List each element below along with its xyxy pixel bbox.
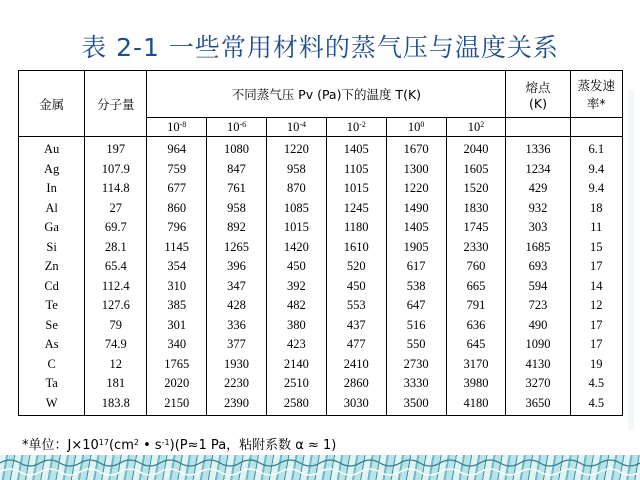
header-melting-point-blank [506,118,570,137]
cell-temperature: 396 [207,257,267,277]
cell-molecular-weight: 181 [85,374,147,394]
cell-metal: Te [19,296,85,316]
pressure-exponent: -2 [359,119,366,129]
cell-evaporation-rate: 17 [570,335,622,355]
cell-temperature: 1405 [326,137,386,160]
cell-evaporation-rate: 6.1 [570,137,622,160]
cell-temperature: 1300 [386,160,446,180]
footnote-part2: (cm [108,438,134,453]
cell-metal: W [19,394,85,416]
header-metal: 金属 [19,71,85,137]
cell-temperature: 450 [326,277,386,297]
table-row [19,257,623,277]
cell-temperature: 2410 [326,355,386,375]
cell-temperature: 1105 [326,160,386,180]
cell-melting-point: 3650 [506,394,570,416]
footnote-exp3: -1 [161,438,170,447]
cell-evaporation-rate: 17 [570,316,622,336]
cell-temperature: 1420 [266,238,326,258]
cell-temperature: 3980 [446,374,506,394]
cell-temperature: 377 [207,335,267,355]
cell-molecular-weight: 12 [85,355,147,375]
table-row [19,238,623,258]
cell-metal: In [19,179,85,199]
pressure-exponent: 0 [420,119,425,129]
header-temperature-group: 不同蒸气压 Pv (Pa)下的温度 T(K) [147,71,506,118]
header-evaporation-rate-blank [570,118,622,137]
pressure-base: 10 [467,119,481,134]
cell-temperature: 1405 [386,218,446,238]
cell-evaporation-rate: 17 [570,257,622,277]
cell-melting-point: 490 [506,316,570,336]
cell-temperature: 760 [446,257,506,277]
header-molecular-weight: 分子量 [85,71,147,137]
cell-evaporation-rate: 9.4 [570,160,622,180]
cell-temperature: 1765 [147,355,207,375]
slide-edge-strip [628,90,634,430]
table-row [19,179,623,199]
cell-temperature: 550 [386,335,446,355]
cell-temperature: 1905 [386,238,446,258]
cell-metal: Zn [19,257,85,277]
table-row [19,218,623,238]
page-title: 表 2-1 一些常用材料的蒸气压与温度关系 [81,33,559,62]
cell-temperature: 2510 [266,374,326,394]
cell-temperature: 2580 [266,394,326,416]
header-pressure-5 [446,118,506,137]
pressure-exponent: -4 [299,119,306,129]
cell-temperature: 1015 [326,179,386,199]
cell-evaporation-rate: 15 [570,238,622,258]
cell-evaporation-rate: 11 [570,218,622,238]
table-row [19,137,623,160]
cell-melting-point: 932 [506,199,570,219]
cell-molecular-weight: 65.4 [85,257,147,277]
cell-temperature: 860 [147,199,207,219]
cell-melting-point: 723 [506,296,570,316]
cell-temperature: 2230 [207,374,267,394]
header-evaporation-rate [570,71,622,118]
cell-temperature: 520 [326,257,386,277]
cell-temperature: 791 [446,296,506,316]
cell-melting-point: 429 [506,179,570,199]
cell-evaporation-rate: 4.5 [570,394,622,416]
cell-molecular-weight: 183.8 [85,394,147,416]
vapor-pressure-table [18,70,623,416]
cell-molecular-weight: 27 [85,199,147,219]
wave-pattern-icon [0,455,640,480]
cell-melting-point: 594 [506,277,570,297]
cell-temperature: 477 [326,335,386,355]
cell-temperature: 1245 [326,199,386,219]
pressure-exponent: 2 [480,119,485,129]
cell-melting-point: 3270 [506,374,570,394]
header-melting-point-line2: (K) [529,95,547,111]
cell-temperature: 2730 [386,355,446,375]
table-row [19,355,623,375]
cell-temperature: 1085 [266,199,326,219]
cell-evaporation-rate: 19 [570,355,622,375]
cell-temperature: 2020 [147,374,207,394]
cell-metal: Ta [19,374,85,394]
cell-temperature: 1180 [326,218,386,238]
cell-temperature: 892 [207,218,267,238]
cell-temperature: 958 [266,160,326,180]
cell-metal: Se [19,316,85,336]
cell-molecular-weight: 127.6 [85,296,147,316]
table-row [19,277,623,297]
cell-temperature: 354 [147,257,207,277]
cell-temperature: 847 [207,160,267,180]
cell-melting-point: 1336 [506,137,570,160]
cell-temperature: 1490 [386,199,446,219]
cell-temperature: 385 [147,296,207,316]
cell-evaporation-rate: 4.5 [570,374,622,394]
cell-temperature: 336 [207,316,267,336]
cell-temperature: 538 [386,277,446,297]
table-body [19,137,623,416]
cell-temperature: 437 [326,316,386,336]
cell-melting-point: 1090 [506,335,570,355]
footnote-part3: • s [138,438,162,453]
cell-melting-point: 1685 [506,238,570,258]
header-pressure-3 [326,118,386,137]
cell-molecular-weight: 112.4 [85,277,147,297]
cell-evaporation-rate: 14 [570,277,622,297]
header-evaporation-rate-line1: 蒸发速 [577,78,616,93]
cell-temperature: 1015 [266,218,326,238]
header-melting-point [506,71,570,118]
cell-temperature: 677 [147,179,207,199]
cell-metal: As [19,335,85,355]
footnote-exp2: 2 [133,438,139,447]
cell-temperature: 617 [386,257,446,277]
cell-temperature: 3030 [326,394,386,416]
cell-temperature: 1265 [207,238,267,258]
cell-metal: Si [19,238,85,258]
cell-temperature: 1670 [386,137,446,160]
header-evaporation-rate-line2: 率* [586,96,606,111]
cell-temperature: 553 [326,296,386,316]
table-row [19,394,623,416]
cell-temperature: 3170 [446,355,506,375]
cell-temperature: 759 [147,160,207,180]
cell-molecular-weight: 28.1 [85,238,147,258]
cell-temperature: 2330 [446,238,506,258]
pressure-base: 10 [286,119,300,134]
pressure-exponent: -6 [239,119,247,129]
cell-temperature: 1830 [446,199,506,219]
cell-temperature: 636 [446,316,506,336]
cell-temperature: 1930 [207,355,267,375]
cell-temperature: 958 [207,199,267,219]
cell-temperature: 761 [207,179,267,199]
cell-temperature: 645 [446,335,506,355]
table-row [19,160,623,180]
table-row [19,316,623,336]
cell-temperature: 870 [266,179,326,199]
cell-evaporation-rate: 18 [570,199,622,219]
cell-temperature: 964 [147,137,207,160]
cell-temperature: 392 [266,277,326,297]
table-row [19,335,623,355]
cell-evaporation-rate: 9.4 [570,179,622,199]
footnote-exp1: 17 [98,438,109,447]
header-pressure-1 [207,118,267,137]
cell-temperature: 310 [147,277,207,297]
cell-temperature: 3500 [386,394,446,416]
cell-temperature: 1145 [147,238,207,258]
cell-metal: Ag [19,160,85,180]
footnote-part1: *单位：J×10 [22,438,99,453]
cell-temperature: 2860 [326,374,386,394]
cell-molecular-weight: 79 [85,316,147,336]
cell-melting-point: 693 [506,257,570,277]
cell-temperature: 340 [147,335,207,355]
pressure-base: 10 [167,119,180,134]
table-row [19,199,623,219]
cell-temperature: 2040 [446,137,506,160]
cell-metal: Ga [19,218,85,238]
cell-molecular-weight: 197 [85,137,147,160]
cell-temperature: 450 [266,257,326,277]
cell-temperature: 380 [266,316,326,336]
cell-melting-point: 4130 [506,355,570,375]
cell-metal: Al [19,199,85,219]
cell-temperature: 647 [386,296,446,316]
cell-melting-point: 303 [506,218,570,238]
cell-temperature: 2150 [147,394,207,416]
pressure-exponent: -8 [179,119,187,129]
header-pressure-4 [386,118,446,137]
cell-temperature: 665 [446,277,506,297]
cell-temperature: 347 [207,277,267,297]
cell-metal: Cd [19,277,85,297]
header-melting-point-line1: 熔点 [525,79,551,95]
cell-temperature: 796 [147,218,207,238]
header-pressure-0 [147,118,207,137]
pressure-base: 10 [226,119,240,134]
cell-temperature: 1220 [386,179,446,199]
cell-molecular-weight: 107.9 [85,160,147,180]
cell-temperature: 428 [207,296,267,316]
cell-temperature: 4180 [446,394,506,416]
header-pressure-2 [266,118,326,137]
cell-temperature: 2140 [266,355,326,375]
cell-temperature: 516 [386,316,446,336]
cell-temperature: 301 [147,316,207,336]
cell-metal: Au [19,137,85,160]
cell-temperature: 2390 [207,394,267,416]
cell-temperature: 1605 [446,160,506,180]
cell-temperature: 423 [266,335,326,355]
table-row [19,296,623,316]
cell-temperature: 1745 [446,218,506,238]
cell-molecular-weight: 114.8 [85,179,147,199]
cell-temperature: 1220 [266,137,326,160]
table-row [19,374,623,394]
cell-temperature: 482 [266,296,326,316]
pressure-base: 10 [346,119,360,134]
cell-melting-point: 1234 [506,160,570,180]
pressure-base: 10 [407,119,421,134]
cell-metal: C [19,355,85,375]
cell-molecular-weight: 74.9 [85,335,147,355]
cell-temperature: 1610 [326,238,386,258]
cell-molecular-weight: 69.7 [85,218,147,238]
cell-temperature: 3330 [386,374,446,394]
cell-temperature: 1080 [207,137,267,160]
footnote-part4: )(P≈1 Pa，粘附系数 α ≈ 1) [169,438,337,453]
cell-evaporation-rate: 12 [570,296,622,316]
cell-temperature: 1520 [446,179,506,199]
footnote [22,434,336,453]
